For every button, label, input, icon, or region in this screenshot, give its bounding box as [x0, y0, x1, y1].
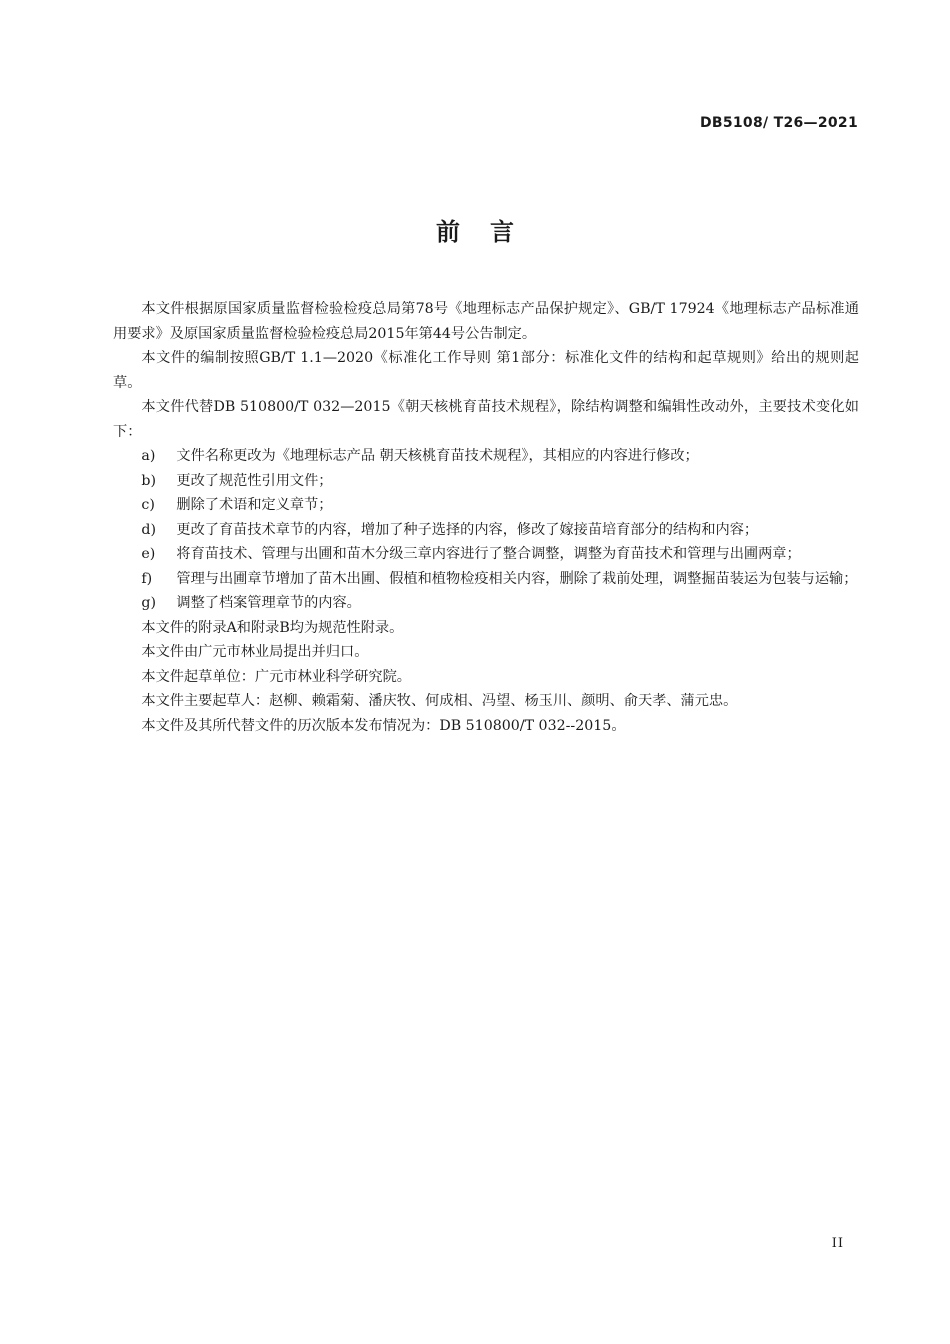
list-item — [113, 469, 859, 494]
list-marker: c) — [141, 497, 155, 513]
list-marker: g) — [141, 595, 157, 611]
page-number: II — [831, 1236, 844, 1251]
list-item-text: 删除了术语和定义章节； — [176, 497, 333, 513]
list-item — [113, 518, 859, 543]
paragraph-appendix: 本文件的附录A和附录B均为规范性附录。 — [141, 619, 404, 636]
foreword-body — [113, 297, 859, 738]
paragraph-proposer: 本文件由广元市林业局提出并归口。 — [141, 644, 369, 660]
page-title: 前言 — [436, 218, 544, 246]
paragraph-replacement: 本文件代替DB 510800/T 032—2015《朝天核桃育苗技术规程》，除结构调整和编辑性改动外，主要技术变化如下： — [113, 399, 859, 440]
paragraph-basis: 本文件根据原国家质量监督检验检疫总局第78号《地理标志产品保护规定》、GB/T 17924《地理标志产品标准通用要求》及原国家质量监督检验检疫总局2015年第44号公告制定。 — [113, 301, 859, 342]
list-marker: e) — [141, 546, 156, 562]
list-item-text: 管理与出圃章节增加了苗木出圃、假植和植物检疫相关内容，删除了栽前处理，调整掘苗装运为包装与运输； — [176, 570, 858, 587]
list-item-text: 更改了育苗技术章节的内容，增加了种子选择的内容，修改了嫁接苗培育部分的结构和内容； — [176, 521, 759, 538]
paragraph-drafters: 本文件主要起草人：赵柳、赖霜菊、潘庆牧、何成相、冯望、杨玉川、颜明、俞天孝、蒲元忠。 — [141, 693, 738, 709]
list-marker: b) — [141, 472, 157, 489]
paragraph-version-history: 本文件及其所代替文件的历次版本发布情况为：DB 510800/T 032--2015。 — [141, 717, 626, 734]
list-item — [113, 542, 859, 567]
document-code: DB5108/ T26—2021 — [699, 115, 858, 131]
list-marker: a) — [141, 448, 156, 464]
list-marker: f) — [141, 570, 153, 587]
paragraph-drafting-unit: 本文件起草单位：广元市林业科学研究院。 — [141, 668, 411, 685]
list-item — [113, 567, 859, 592]
list-item-text: 文件名称更改为《地理标志产品 朝天核桃育苗技术规程》，其相应的内容进行修改； — [176, 448, 699, 464]
list-item-text: 调整了档案管理章节的内容。 — [176, 595, 361, 611]
list-item — [113, 444, 859, 469]
list-item — [113, 591, 859, 616]
paragraph-drafting-rules: 本文件的编制按照GB/T 1.1—2020《标准化工作导则 第1部分：标准化文件的结构和起草规则》给出的规则起草。 — [113, 350, 859, 391]
list-item-text: 更改了规范性引用文件； — [176, 472, 333, 489]
list-marker: d) — [141, 521, 157, 538]
list-item-text: 将育苗技术、管理与出圃和苗木分级三章内容进行了整合调整，调整为育苗技术和管理与出圃两章； — [176, 546, 801, 562]
list-item — [113, 493, 859, 518]
